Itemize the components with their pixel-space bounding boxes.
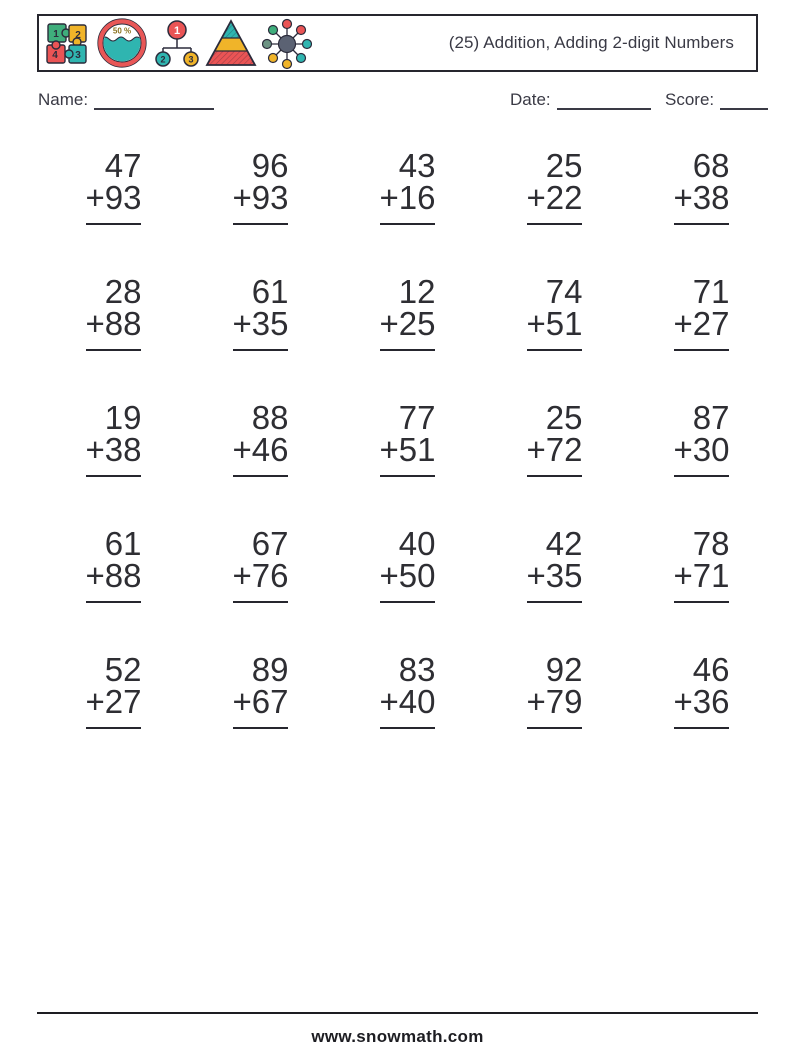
answer-line bbox=[233, 601, 289, 603]
date-blank-line bbox=[557, 91, 651, 110]
addend-bottom: +93 bbox=[85, 179, 142, 216]
addend-bottom: +51 bbox=[526, 305, 583, 342]
addend-bottom: +51 bbox=[379, 431, 436, 468]
addend-bottom: +93 bbox=[232, 179, 289, 216]
addend-top: 88 bbox=[251, 399, 289, 436]
answer-line bbox=[380, 475, 436, 477]
answer-line bbox=[86, 475, 142, 477]
hierarchy-number-1: 1 bbox=[173, 25, 181, 37]
addend-bottom: +35 bbox=[232, 305, 289, 342]
answer-line bbox=[527, 727, 583, 729]
gauge-icon bbox=[95, 16, 149, 70]
score-field bbox=[665, 90, 768, 110]
addend-top: 43 bbox=[398, 147, 436, 184]
addition-problem bbox=[523, 651, 587, 729]
addition-problem bbox=[82, 651, 146, 729]
addend-bottom: +40 bbox=[379, 683, 436, 720]
addition-problem bbox=[523, 273, 587, 351]
addition-problem bbox=[229, 525, 293, 603]
name-blank-line bbox=[94, 91, 214, 110]
addend-top: 96 bbox=[251, 147, 289, 184]
addend-top: 89 bbox=[251, 651, 289, 688]
addend-top: 67 bbox=[251, 525, 289, 562]
answer-line bbox=[233, 727, 289, 729]
addend-top: 71 bbox=[692, 273, 730, 310]
addend-top: 77 bbox=[398, 399, 436, 436]
puzzle-icon bbox=[44, 18, 90, 68]
addend-bottom: +67 bbox=[232, 683, 289, 720]
addend-bottom: +38 bbox=[85, 431, 142, 468]
answer-line bbox=[86, 223, 142, 225]
problems-grid bbox=[40, 147, 775, 729]
addition-problem bbox=[376, 147, 440, 225]
answer-line bbox=[380, 349, 436, 351]
addition-problem bbox=[523, 399, 587, 477]
answer-line bbox=[674, 475, 730, 477]
answer-line bbox=[674, 223, 730, 225]
addition-problem bbox=[670, 147, 734, 225]
addend-top: 74 bbox=[545, 273, 583, 310]
addend-bottom: +30 bbox=[673, 431, 730, 468]
addend-top: 68 bbox=[692, 147, 730, 184]
addend-top: 46 bbox=[692, 651, 730, 688]
answer-line bbox=[233, 475, 289, 477]
puzzle-number-2: 2 bbox=[75, 30, 81, 41]
addend-bottom: +35 bbox=[526, 557, 583, 594]
addend-top: 25 bbox=[545, 147, 583, 184]
answer-line bbox=[233, 349, 289, 351]
addend-bottom: +16 bbox=[379, 179, 436, 216]
hierarchy-icon bbox=[154, 18, 200, 68]
addition-problem bbox=[229, 651, 293, 729]
puzzle-number-1: 1 bbox=[53, 29, 59, 40]
answer-line bbox=[527, 601, 583, 603]
addend-bottom: +76 bbox=[232, 557, 289, 594]
addend-bottom: +22 bbox=[526, 179, 583, 216]
addend-bottom: +46 bbox=[232, 431, 289, 468]
footer bbox=[37, 1012, 758, 1047]
date-field bbox=[510, 90, 651, 110]
addition-problem bbox=[376, 273, 440, 351]
addend-bottom: +79 bbox=[526, 683, 583, 720]
score-label: Score: bbox=[665, 90, 715, 109]
site-url: www.snowmath.com bbox=[311, 1027, 484, 1046]
addition-problem bbox=[82, 399, 146, 477]
addend-top: 83 bbox=[398, 651, 436, 688]
logo bbox=[44, 16, 312, 70]
hierarchy-number-3: 3 bbox=[188, 54, 194, 65]
answer-line bbox=[233, 223, 289, 225]
answer-line bbox=[674, 727, 730, 729]
puzzle-number-3: 3 bbox=[75, 50, 81, 61]
addend-top: 25 bbox=[545, 399, 583, 436]
addend-top: 42 bbox=[545, 525, 583, 562]
addend-top: 92 bbox=[545, 651, 583, 688]
addend-bottom: +72 bbox=[526, 431, 583, 468]
pyramid-icon bbox=[205, 18, 257, 68]
addition-problem bbox=[670, 399, 734, 477]
addend-bottom: +27 bbox=[85, 683, 142, 720]
answer-line bbox=[380, 223, 436, 225]
gauge-label: 50 % bbox=[112, 26, 132, 36]
hierarchy-number-2: 2 bbox=[160, 54, 166, 65]
addition-problem bbox=[229, 273, 293, 351]
addend-top: 40 bbox=[398, 525, 436, 562]
answer-line bbox=[86, 601, 142, 603]
answer-line bbox=[527, 223, 583, 225]
addition-problem bbox=[82, 147, 146, 225]
addend-bottom: +88 bbox=[85, 305, 142, 342]
answer-line bbox=[674, 349, 730, 351]
addend-bottom: +88 bbox=[85, 557, 142, 594]
answer-line bbox=[86, 349, 142, 351]
addend-bottom: +27 bbox=[673, 305, 730, 342]
answer-line bbox=[86, 727, 142, 729]
addend-top: 61 bbox=[104, 525, 142, 562]
addition-problem bbox=[376, 525, 440, 603]
addend-top: 87 bbox=[692, 399, 730, 436]
addition-problem bbox=[670, 273, 734, 351]
addition-problem bbox=[82, 525, 146, 603]
addition-problem bbox=[229, 399, 293, 477]
date-label: Date: bbox=[510, 90, 551, 109]
answer-line bbox=[527, 475, 583, 477]
score-blank-line bbox=[720, 91, 768, 110]
name-label: Name: bbox=[38, 90, 89, 109]
addition-problem bbox=[376, 651, 440, 729]
addend-top: 78 bbox=[692, 525, 730, 562]
answer-line bbox=[380, 601, 436, 603]
header bbox=[37, 14, 758, 72]
addition-problem bbox=[670, 651, 734, 729]
addend-bottom: +71 bbox=[673, 557, 730, 594]
addition-problem bbox=[670, 525, 734, 603]
addition-problem bbox=[229, 147, 293, 225]
answer-line bbox=[674, 601, 730, 603]
addend-top: 12 bbox=[398, 273, 436, 310]
puzzle-number-4: 4 bbox=[52, 50, 58, 61]
addend-bottom: +36 bbox=[673, 683, 730, 720]
answer-line bbox=[380, 727, 436, 729]
addend-top: 61 bbox=[251, 273, 289, 310]
addend-top: 47 bbox=[104, 147, 142, 184]
addition-problem bbox=[376, 399, 440, 477]
network-icon bbox=[262, 16, 312, 70]
addend-bottom: +50 bbox=[379, 557, 436, 594]
addend-top: 52 bbox=[104, 651, 142, 688]
name-field bbox=[38, 90, 214, 110]
addend-top: 19 bbox=[104, 399, 142, 436]
addend-bottom: +25 bbox=[379, 305, 436, 342]
addition-problem bbox=[523, 525, 587, 603]
answer-line bbox=[527, 349, 583, 351]
addend-top: 28 bbox=[104, 273, 142, 310]
worksheet-title: (25) Addition, Adding 2-digit Numbers bbox=[448, 33, 734, 52]
addition-problem bbox=[82, 273, 146, 351]
addend-bottom: +38 bbox=[673, 179, 730, 216]
addition-problem bbox=[523, 147, 587, 225]
